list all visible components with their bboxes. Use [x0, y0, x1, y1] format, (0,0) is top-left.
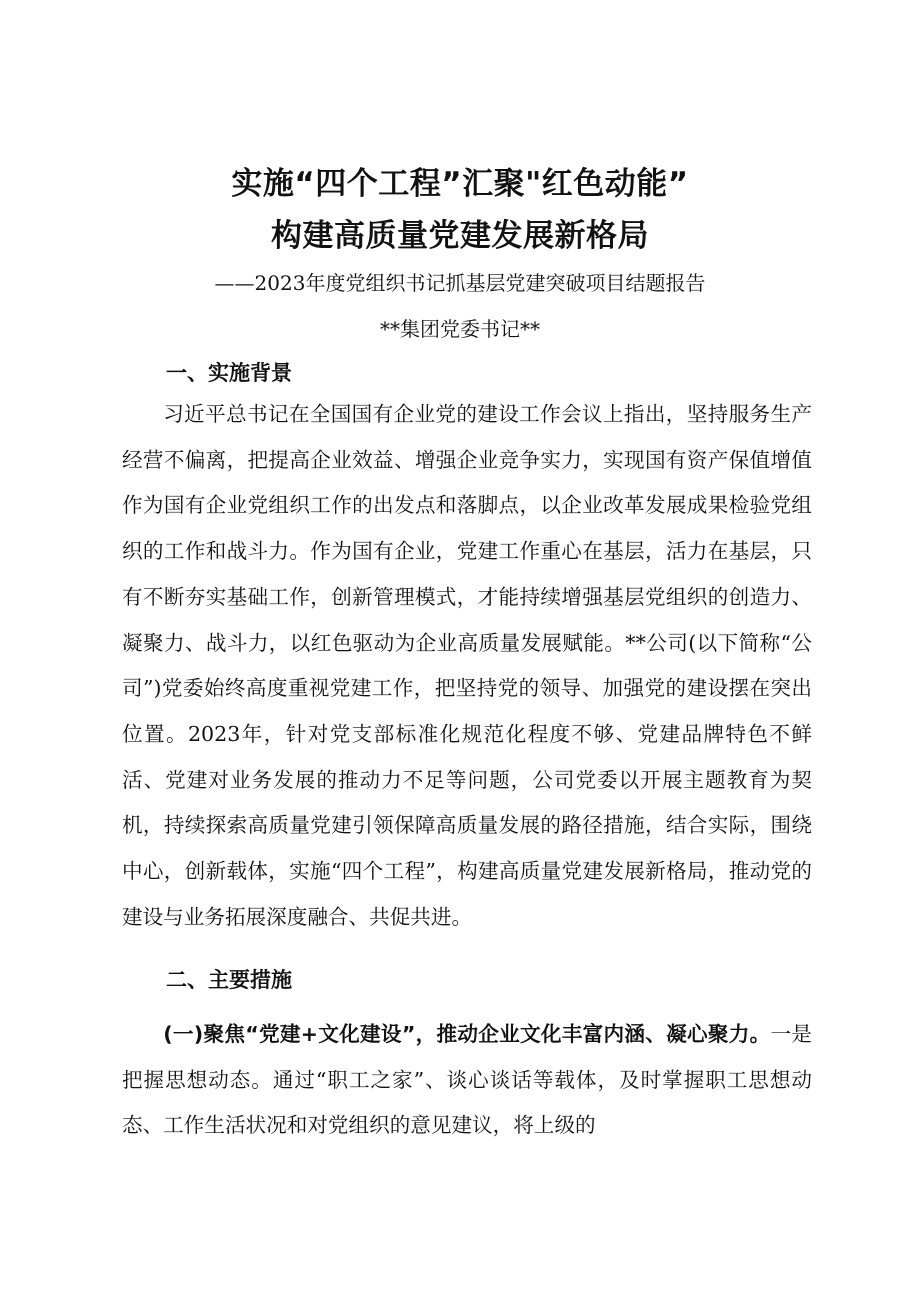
section-heading-measures: 二、主要措施 [166, 968, 292, 992]
document-title-line-2: 构建高质量党建发展新格局 [271, 218, 649, 254]
section-heading-background: 一、实施背景 [166, 361, 292, 385]
document-author: **集团党委书记** [380, 317, 540, 341]
measure-lead-bold: (一)聚焦“党建+文化建设”，推动企业文化丰富内涵、凝心聚力。 [163, 1022, 771, 1046]
measure-body-text: 一是把握思想动态。通过“职工之家”、谈心谈话等载体，及时掌握职工思想动态、工作生活状况和对党组织的意见建议，将上级的 [122, 1022, 813, 1138]
document-title-line-1: 实施“四个工程”汇聚"红色动能” [231, 166, 689, 202]
section-paragraph-background: 习近平总书记在全国国有企业党的建设工作会议上指出，坚持服务生产经营不偏离，把提高企业效益、增强企业竞争实力，实现国有资产保值增值作为国有企业党组织工作的出发点和落脚点，以企业改革发展成果检验党组织的工作和战斗力。作为国有企业，党建工作重心在基层，活力在基层，只有不断夯实基础工作，创新管理模式，才能持续增强基层党组织的创造力、凝聚力、战斗力，以红色驱动为企业高质量发展赋能。**公司(以下简称“公司”)党委始终高度重视党建工作，把坚持党的领导、加强党的建设摆在突出位置。2023年，针对党支部标准化规范化程度不够、党建品牌特色不鲜活、党建对业务发展的推动力不足等问题，公司党委以开展主题教育为契机，持续探索高质量党建引领保障高质量发展的路径措施，结合实际，围绕中心，创新载体，实施“四个工程”，构建高质量党建发展新格局，推动党的建设与业务拓展深度融合、共促共进。 [122, 402, 812, 929]
section-paragraph-measures [122, 1012, 812, 1149]
document-subtitle: ——2023年度党组织书记抓基层党建突破项目结题报告 [214, 271, 706, 295]
